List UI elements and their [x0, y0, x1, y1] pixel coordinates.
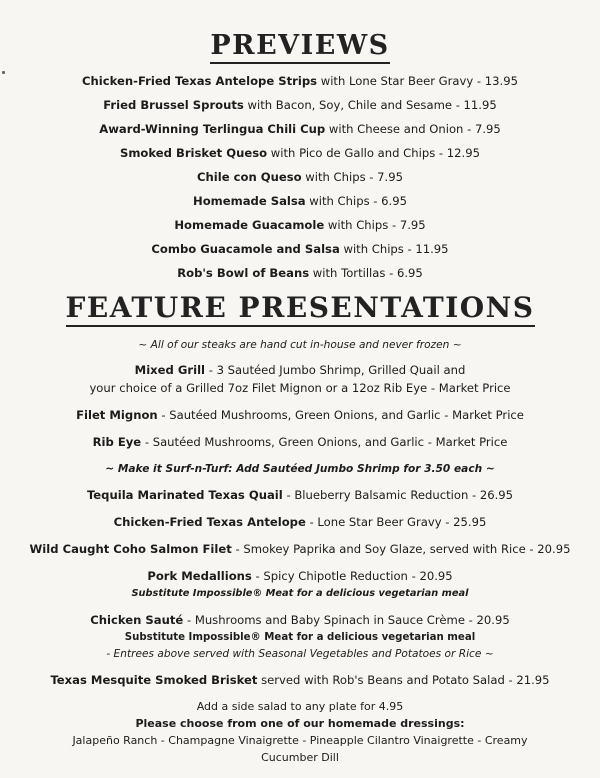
dressing-heading: Please choose from one of our homemade dressings:: [135, 717, 465, 730]
menu-item-ribeye: Rib Eye - Sautéed Mushrooms, Green Onions, and Garlic - Market Price: [92, 435, 508, 449]
menu-item-chicken: Chicken Sauté - Mushrooms and Baby Spinach in Sauce Crème - 20.95: [90, 613, 510, 627]
previews-heading: PREVIEWS: [0, 30, 600, 61]
menu-item: Fried Brussel Sprouts with Bacon, Soy, Chile and Sesame - 11.95: [103, 98, 497, 112]
menu-item-salmon: Wild Caught Coho Salmon Filet - Smokey Paprika and Soy Glaze, served with Rice - 20.95: [29, 542, 571, 556]
menu-item-filet: Filet Mignon - Sautéed Mushrooms, Green Onions, and Garlic - Market Price: [76, 408, 524, 422]
pork-substitute-note: Substitute Impossible® Meat for a delicious vegetarian meal: [131, 588, 469, 599]
menu-item: Award-Winning Terlingua Chili Cup with Cheese and Onion - 7.95: [99, 122, 501, 136]
menu-item-pork: Pork Medallions - Spicy Chipotle Reduction - 20.95: [147, 569, 453, 583]
side-salad-note: Add a side salad to any plate for 4.95: [196, 700, 404, 713]
menu-item: Homemade Guacamole with Chips - 7.95: [174, 218, 426, 232]
surf-turf-note: ~ Make it Surf-n-Turf: Add Sautéed Jumbo Shrimp for 3.50 each ~: [105, 463, 495, 475]
menu-item: Rob's Bowl of Beans with Tortillas - 6.95: [177, 266, 423, 280]
dressings-list: Jalapeño Ranch - Champagne Vinaigrette - Pineapple Cilantro Vinaigrette - Creamy: [72, 734, 528, 747]
entree-note: - Entrees above served with Seasonal Vegetables and Potatoes or Rice ~: [106, 648, 494, 660]
menu-item: Combo Guacamole and Salsa with Chips - 11.95: [151, 242, 449, 256]
menu-item: Smoked Brisket Queso with Pico de Gallo and Chips - 12.95: [120, 146, 480, 160]
chicken-substitute-note: Substitute Impossible® Meat for a delicious vegetarian meal: [124, 632, 476, 643]
menu-item-antelope: Chicken-Fried Texas Antelope - Lone Star Beer Gravy - 25.95: [113, 515, 487, 529]
menu-item-mixed-grill-line2: your choice of a Grilled 7oz Filet Mignon or a 12oz Rib Eye - Market Price: [89, 381, 511, 395]
menu-item-quail: Tequila Marinated Texas Quail - Blueberry Balsamic Reduction - 26.95: [86, 488, 514, 502]
feature-heading: FEATURE PRESENTATIONS: [0, 291, 600, 324]
menu-item: Homemade Salsa with Chips - 6.95: [193, 194, 407, 208]
menu-item: Chicken-Fried Texas Antelope Strips with Lone Star Beer Gravy - 13.95: [82, 74, 518, 88]
menu-item-brisket: Texas Mesquite Smoked Brisket served with Rob's Beans and Potato Salad - 21.95: [50, 673, 550, 687]
menu-item-mixed-grill: Mixed Grill - 3 Sautéed Jumbo Shrimp, Grilled Quail and: [134, 363, 466, 377]
steak-note: ~ All of our steaks are hand cut in-house and never frozen ~: [138, 339, 462, 351]
dressings-list-cont: Cucumber Dill: [261, 751, 339, 764]
menu-item: Chile con Queso with Chips - 7.95: [197, 170, 403, 184]
